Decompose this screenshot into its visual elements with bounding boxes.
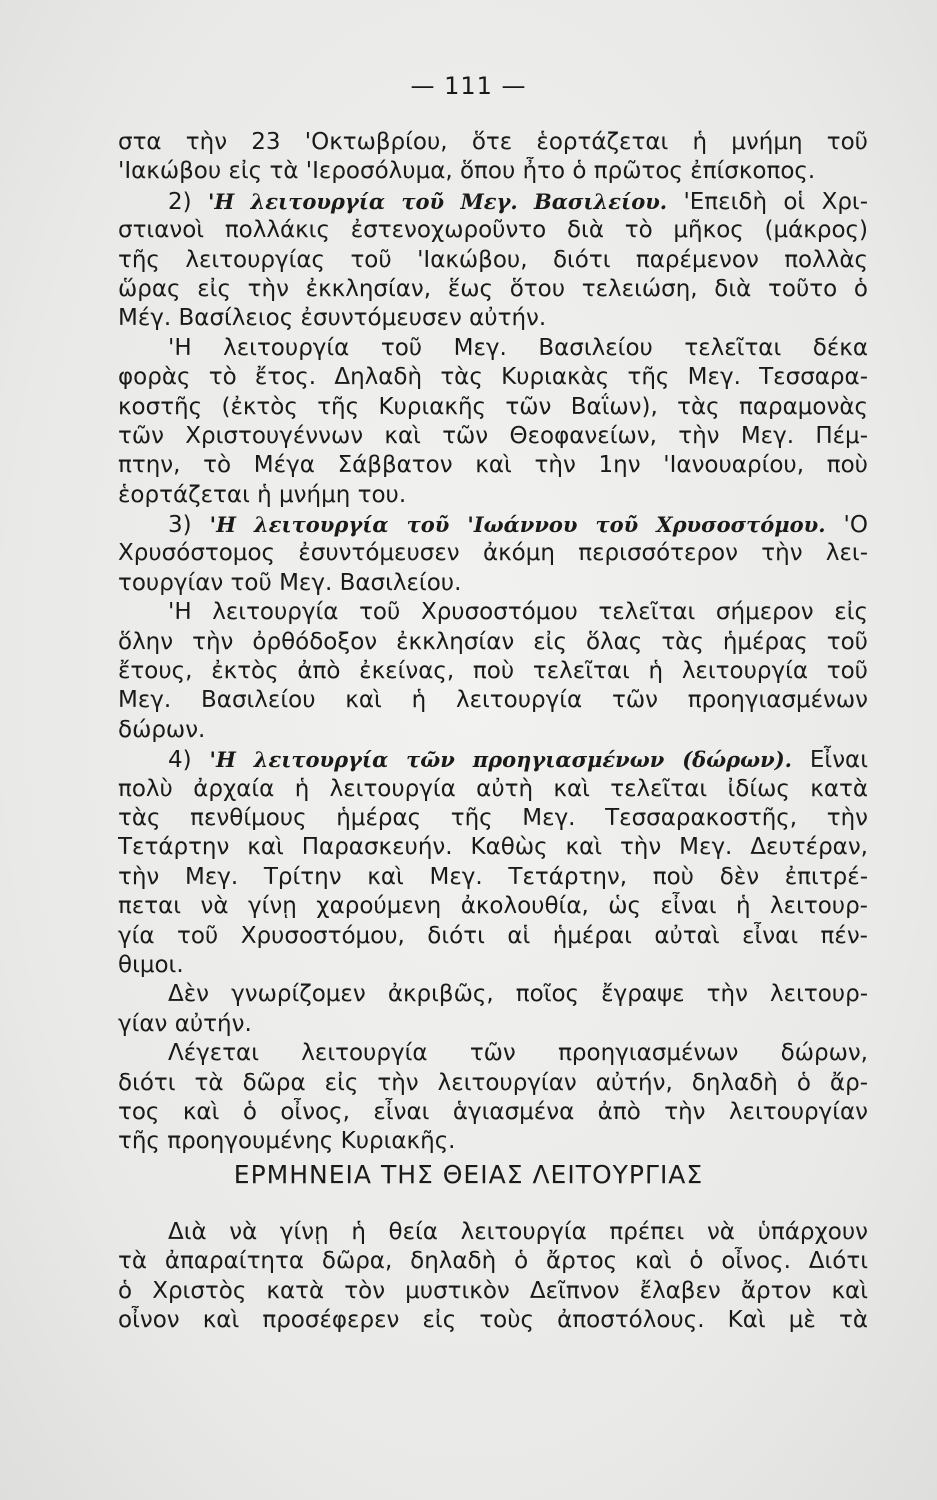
text-line <box>118 1306 868 1335</box>
text-line <box>118 1218 868 1247</box>
line-text: τῶν Χριστουγέννων καὶ τῶν Θεοφανείων, τὴν Μεγ. Πέμ- <box>118 422 868 449</box>
text-line <box>118 833 868 862</box>
paragraph <box>118 187 868 334</box>
text-line <box>118 1069 868 1098</box>
paragraph <box>118 745 868 980</box>
paragraph <box>118 128 868 187</box>
paragraph <box>118 1218 868 1336</box>
line-text: δώρων. <box>118 716 206 743</box>
paragraph <box>118 1039 868 1157</box>
page-number: — 111 — <box>410 72 527 100</box>
line-text: ὁ Χριστὸς κατὰ τὸν μυστικὸν Δεῖπνον ἔλαβεν ἄρτον καὶ <box>118 1277 868 1304</box>
line-text: 'Η λειτουργία τοῦ Μεγ. Βασιλείου τελεῖται δέκα <box>168 334 868 361</box>
line-text: στα τὴν 23 'Οκτωβρίου, ὅτε ἑορτάζεται ἡ μνήμη τοῦ <box>118 129 868 155</box>
text-line <box>118 892 868 921</box>
text-line <box>118 1127 868 1156</box>
text-line <box>118 628 868 657</box>
line-text: Χρυσόστομος ἐσυντόμευσεν ἀκόμη περισσότερον τὴν λει- <box>118 540 868 567</box>
text-line <box>118 393 868 422</box>
text-line <box>118 598 868 627</box>
text-line <box>118 804 868 833</box>
paragraph <box>118 510 868 598</box>
line-text: ἔτους, ἐκτὸς ἀπὸ ἐκείνας, ποὺ τελεῖται ἡ λειτουργία τοῦ <box>118 658 868 685</box>
line-text: 'Η λειτουργία τοῦ Χρυσοστόμου τελεῖται σήμερον εἰς <box>168 599 868 626</box>
text-line <box>118 275 868 304</box>
section-title: 'Η λειτουργία τοῦ Μεγ. Βασιλείου. <box>207 188 668 214</box>
line-text: γία τοῦ Χρυσοστόμου, διότι αἱ ἡμέραι αὐταὶ εἶναι πέν- <box>118 922 868 949</box>
text-line <box>118 1247 868 1276</box>
line-text: ὥρας εἰς τὴν ἐκκλησίαν, ἕως ὅτου τελειώση, διὰ τοῦτο ὁ <box>118 275 868 302</box>
text-line <box>118 451 868 480</box>
text-line <box>118 951 868 980</box>
line-text: κοστῆς (ἐκτὸς τῆς Κυριακῆς τῶν Βαΐων), τὰς παραμονὰς <box>118 393 868 420</box>
body-text <box>118 128 868 1157</box>
text-line <box>118 481 868 510</box>
line-text: τὴν Μεγ. Τρίτην καὶ Μεγ. Τετάρτην, ποὺ δὲν ἐπιτρέ- <box>118 863 868 890</box>
paragraph <box>118 334 868 510</box>
line-text: 'Ο <box>825 512 868 539</box>
line-text: θιμοι. <box>118 951 184 978</box>
section-title: 'Η λειτουργία τοῦ 'Ιωάννου τοῦ Χρυσοστόμου. <box>209 512 826 538</box>
line-text: Διὰ νὰ γίνῃ ἡ θεία λειτουργία πρέπει νὰ ὑπάρχουν <box>168 1219 868 1245</box>
line-text: πτην, τὸ Μέγα Σάββατον καὶ τὴν 1ην 'Ιανουαρίου, ποὺ <box>118 452 868 479</box>
section-number: 3) <box>168 512 210 539</box>
text-line <box>118 775 868 804</box>
text-line <box>118 187 868 216</box>
text-line <box>118 1010 868 1039</box>
line-text: Εἶναι <box>791 747 868 774</box>
text-line <box>118 246 868 275</box>
paragraph <box>118 980 868 1039</box>
line-text: πεται νὰ γίνῃ χαρούμενη ἀκολουθία, ὡς εἶναι ἡ λειτουρ- <box>118 893 868 920</box>
text-line <box>118 657 868 686</box>
text-line <box>118 980 868 1009</box>
line-text: διότι τὰ δῶρα εἰς τὴν λειτουργίαν αὐτήν, δηλαδὴ ὁ ἄρ- <box>118 1069 868 1096</box>
text-line <box>118 363 868 392</box>
line-text: Μεγ. Βασιλείου καὶ ἡ λειτουργία τῶν προηγιασμένων <box>118 687 868 714</box>
text-line <box>118 716 868 745</box>
text-line <box>118 334 868 363</box>
text-line <box>118 539 868 568</box>
text-line <box>118 686 868 715</box>
line-text: στιανοὶ πολλάκις ἐστενοχωροῦντο διὰ τὸ μῆκος (μάκρος) <box>118 217 868 244</box>
line-text: Μέγ. Βασίλειος ἐσυντόμευσεν αὐτήν. <box>118 305 547 332</box>
line-text: 'Επειδὴ οἱ Χρι- <box>667 188 868 215</box>
line-text: Λέγεται λειτουργία τῶν προηγιασμένων δώρων, <box>168 1040 868 1067</box>
line-text: οἶνον καὶ προσέφερεν εἰς τοὺς ἀποστόλους. Καὶ μὲ τὰ <box>118 1307 868 1334</box>
line-text: τουργίαν τοῦ Μεγ. Βασιλείου. <box>118 569 462 596</box>
text-line <box>118 569 868 598</box>
text-line <box>118 1277 868 1306</box>
line-text: τος καὶ ὁ οἶνος, εἶναι ἁγιασμένα ἀπὸ τὴν λειτουργίαν <box>118 1098 868 1125</box>
line-text: πολὺ ἀρχαία ἡ λειτουργία αὐτὴ καὶ τελεῖται ἰδίως κατὰ <box>118 775 868 802</box>
line-text: Δὲν γνωρίζομεν ἀκριβῶς, ποῖος ἔγραψε τὴν λειτουρ- <box>168 981 868 1008</box>
text-line <box>118 304 868 333</box>
section-number: 2) <box>168 188 208 215</box>
line-text: φορὰς τὸ ἔτος. Δηλαδὴ τὰς Κυριακὰς τῆς Μεγ. Τεσσαρα- <box>118 364 868 391</box>
line-text: 'Ιακώβου εἰς τὰ 'Ιεροσόλυμα, ὅπου ἦτο ὁ πρῶτος ἐπίσκοπος. <box>118 158 816 185</box>
text-line <box>118 128 868 157</box>
section-number: 4) <box>168 747 210 774</box>
text-line <box>118 1039 868 1068</box>
line-text: τὰς πενθίμους ἡμέρας τῆς Μεγ. Τεσσαρακοστῆς, τὴν <box>118 804 868 831</box>
paragraph <box>118 598 868 745</box>
section-heading: ΕΡΜΗΝΕΙΑ ΤΗΣ ΘΕΙΑΣ ΛΕΙΤΟΥΡΓΙΑΣ <box>233 1160 704 1189</box>
line-text: ὅλην τὴν ὀρθόδοξον ἐκκλησίαν εἰς ὅλας τὰς ἡμέρας τοῦ <box>118 628 868 655</box>
line-text: γίαν αὐτήν. <box>118 1010 252 1037</box>
line-text: τῆς προηγουμένης Κυριακῆς. <box>118 1128 456 1155</box>
text-line <box>118 157 868 186</box>
text-line <box>118 216 868 245</box>
text-line <box>118 510 868 539</box>
line-text: τὰ ἀπαραίτητα δῶρα, δηλαδὴ ὁ ἄρτος καὶ ὁ οἶνος. Διότι <box>118 1248 868 1275</box>
line-text: τῆς λειτουργίας τοῦ 'Ιακώβου, διότι παρέμενον πολλὰς <box>118 246 868 273</box>
text-line <box>118 1098 868 1127</box>
text-line <box>118 422 868 451</box>
text-line <box>118 922 868 951</box>
body-text-continued <box>118 1218 868 1336</box>
text-line <box>118 745 868 774</box>
text-line <box>118 863 868 892</box>
line-text: Τετάρτην καὶ Παρασκευήν. Καθὼς καὶ τὴν Μεγ. Δευτέραν, <box>118 834 868 861</box>
section-title: 'Η λειτουργία τῶν προηγιασμένων (δώρων). <box>209 747 792 773</box>
line-text: ἑορτάζεται ἡ μνήμη του. <box>118 481 407 508</box>
